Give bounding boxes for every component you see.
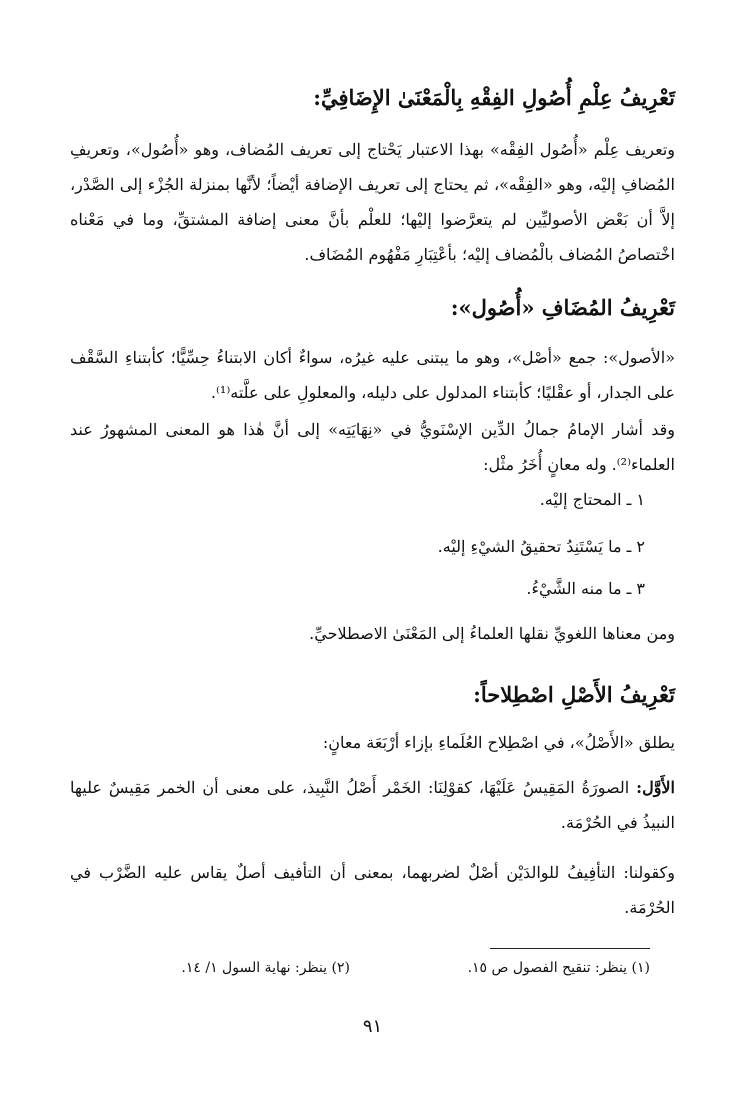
paragraph-text: «الأصول»: جمع «أصْل»، وهو ما يبتنى عليه غيرُه، سواءٌ أكان الابتناءُ حِسِّيًّا؛ كأبتناءِ السَّقْف على الجدار، أو عقْليًا؛ كأبتناء المدلول على دليله، والمعلولِ على علَّته⁽¹⁾.	[70, 348, 675, 402]
footnote-1: (١) ينظر: تنقيح الفصول ص ١٥.	[467, 960, 650, 976]
section-heading-mudaf-usul: تَعْرِيفُ المُضَافِ «أُصُول»:	[450, 295, 675, 320]
footnote-separator	[490, 948, 650, 949]
paragraph-additive-definition	[70, 132, 675, 272]
list-item: ٢ ـ ما يَسْتَنِدُ تحقيقُ الشيْءِ إليْه.	[437, 537, 645, 556]
paragraph-text: وتعريف عِلْم «أُصُول الفِقْه» بهذا الاعتبار يَحْتاج إلى تعريف المُضاف، وهو «أُصُول»، وتعريفِ المُضافِ إليْه، وهو «الفِقْه»، ثم يحتاج إلى تعريف الإضافة أيْضاً؛ لأنَّها بمنزلة الجُزْء إلى الصَّدْر، إلاَّ أن بَعْض الأصوليِّين لم يتعرَّضوا إليْها؛ للعلْم بأنَّ معنى إضافة المشتقِّ، وما في مَعْناه اخْتصاصُ المُضاف بالْمُضاف إليْه؛ بأعْتِبَارِ مَفْهُوم المُضَاف.	[70, 140, 675, 264]
paragraph-closing: ومن معناها اللغويِّ نقلها العلماءُ إلى المَعْنَىٰ الاصطلاحيِّ.	[309, 624, 675, 643]
first-meaning-label: الأَوَّل:	[636, 778, 675, 797]
list-item: ٣ ـ ما منه الشَّيْءُ.	[526, 579, 645, 598]
first-meaning-text: الصورَةُ المَقِيسُ عَلَيْهَا، كقوْلِنَا: الخَمْر أَصْلُ النَّبِيذ، على معنى أن الخمر مَقِيسٌ عليها النبيذُ في الحُرْمَة.	[70, 778, 675, 832]
paragraph-text: وكقولنا: التأفِيفُ للوالدَيْن أصْلٌ لضربهما، بمعنى أن التأفيف أصلٌ يقاس عليه الضَّرْب في الحُرْمَة.	[70, 863, 675, 917]
paragraph-text	[70, 770, 675, 840]
paragraph-text: وقد أشار الإمامُ جمالُ الدِّين الإسْنَويُّ في «نِهَايَتِه» إلى أنَّ هٰذا هو المعنى المشهورُ عند العلماء⁽²⁾. وله معانٍ أُخَرُ مثْل:	[70, 420, 675, 474]
page-number: ٩١	[362, 1016, 383, 1037]
paragraph-isnawi	[70, 412, 675, 482]
paragraph-first-meaning	[70, 770, 675, 840]
section-heading-additive-definition: تَعْرِيفُ عِلْمِ أُصُولِ الفِقْهِ بِالْمَعْنَىٰ الإِضَافِيِّ:	[313, 85, 675, 110]
paragraph-intro: يطلق «الأَصْلُ»، في اصْطِلاح العُلَماءِ بإزاء أرْبَعَة معانٍ:	[322, 733, 675, 752]
section-heading-technical-definition: تَعْرِيفُ الأَصْلِ اصْطِلاحاً:	[473, 682, 675, 707]
footnote-2: (٢) ينظر: نهاية السول ١/ ١٤.	[181, 960, 350, 976]
paragraph-usul-plural	[70, 340, 675, 410]
list-item: ١ ـ المحتاج إليْه.	[539, 490, 645, 509]
paragraph-second-example	[70, 855, 675, 925]
